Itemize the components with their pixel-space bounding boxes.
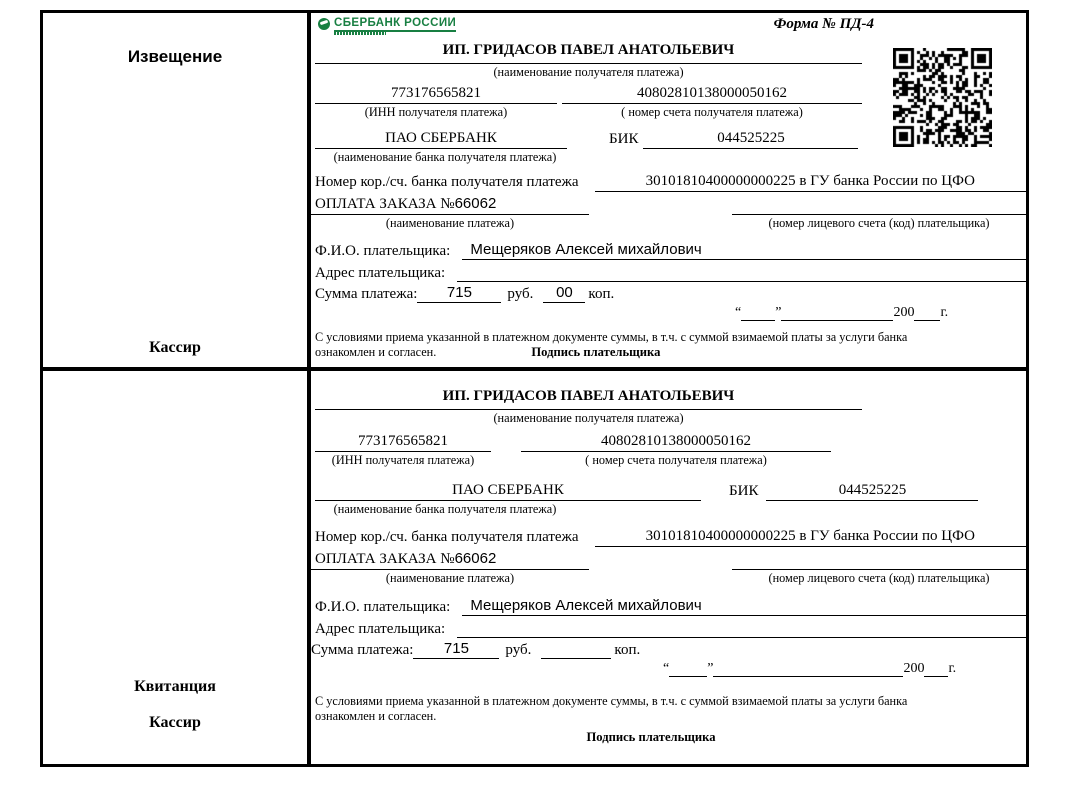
- purpose-row: [311, 547, 1026, 570]
- corr-account-label: Номер кор./сч. банка получателя платежа: [315, 174, 579, 190]
- bank-captions: [315, 501, 1026, 518]
- agreement-line2: ознакомлен и согласен.: [315, 709, 437, 723]
- agreement-line2-row: [315, 709, 1026, 724]
- amount-rub-value: 715: [413, 640, 499, 659]
- amount-rub-value: 715: [417, 284, 501, 303]
- quote-open: “: [735, 305, 742, 320]
- year-suffix: г.: [940, 305, 949, 320]
- bik-label: БИК: [609, 131, 639, 147]
- receipt-side-cell: [43, 371, 311, 764]
- receipt-form-cell: [311, 371, 1026, 764]
- qr-code: [893, 48, 992, 147]
- purpose-row: [311, 192, 1026, 215]
- date-month-slot: [781, 320, 893, 321]
- quote-close: ”: [707, 661, 714, 676]
- corr-account-row: [315, 520, 1026, 547]
- quote-close: ”: [775, 305, 782, 320]
- personal-account-caption: (номер лицевого счета (код) плательщика): [768, 571, 990, 585]
- corr-account-row: [315, 166, 1026, 192]
- sberbank-logo-text: СБЕРБАНК РОССИИ: [334, 17, 456, 32]
- amount-label: Сумма платежа:: [311, 642, 414, 658]
- payee-account-caption: ( номер счета получателя платежа): [621, 105, 803, 119]
- signature-row: [311, 729, 991, 746]
- agreement-line2: ознакомлен и согласен.: [315, 345, 437, 359]
- date-day-slot: [741, 320, 775, 321]
- corr-account-value: 30101810400000000225 в ГУ банка России по ЦФО: [595, 528, 1026, 547]
- personal-account-caption: (номер лицевого счета (код) плательщика): [768, 216, 990, 230]
- payee-ids-captions: [315, 452, 1026, 469]
- corr-account-label: Номер кор./сч. банка получателя платежа: [315, 529, 579, 545]
- amount-kop-value: [541, 657, 611, 659]
- payer-fio-row: [315, 594, 1026, 616]
- notice-header-row: [311, 16, 1026, 38]
- signature-label: Подпись плательщика: [586, 730, 716, 744]
- year-suffix: г.: [948, 661, 957, 676]
- bank-name-value: ПАО СБЕРБАНК: [315, 130, 567, 149]
- order-number-value: 66062: [454, 195, 497, 212]
- amount-row: [311, 638, 1026, 659]
- purpose-label: ОПЛАТА ЗАКАЗА №: [315, 551, 455, 567]
- notice-cashier-group: [149, 339, 201, 367]
- date-row: [735, 303, 1026, 321]
- bank-name-caption: (наименование банка получателя платежа): [333, 150, 557, 164]
- agreement-line2-row: [315, 345, 1026, 360]
- payer-address-slot: [457, 281, 1026, 282]
- corr-account-value: 30101810400000000225 в ГУ банка России по ЦФО: [595, 173, 1026, 192]
- rub-label: руб.: [507, 286, 534, 302]
- purpose-value: [311, 195, 589, 215]
- payer-fio-label: Ф.И.О. плательщика:: [315, 599, 451, 615]
- agreement-line1: С условиями приема указанной в платежном документе суммы, в т.ч. с суммой взимаемой платы за услуги банка: [315, 330, 908, 344]
- bank-captions: [315, 149, 1026, 166]
- sberbank-logo: [318, 16, 456, 32]
- bik-value: 044525225: [643, 130, 858, 149]
- bank-name-value: ПАО СБЕРБАНК: [315, 482, 701, 501]
- notice-side-cell: [43, 13, 311, 371]
- sberbank-tagline-bar: [334, 32, 386, 35]
- payer-address-row: [315, 260, 1026, 282]
- payee-ids-row: [315, 426, 1026, 452]
- year-slot: [924, 676, 948, 677]
- receipt-side-group: [134, 678, 216, 764]
- purpose-captions: [311, 215, 1026, 232]
- payer-fio-value: Мещеряков Алексей михайлович: [462, 241, 1026, 260]
- kop-label: коп.: [614, 642, 641, 658]
- bik-label: БИК: [729, 483, 759, 499]
- bik-value: 044525225: [766, 482, 978, 501]
- payee-name-value: ИП. ГРИДАСОВ ПАВЕЛ АНАТОЛЬЕВИЧ: [315, 40, 862, 64]
- purpose-label: ОПЛАТА ЗАКАЗА №: [315, 196, 455, 212]
- year-slot: [914, 320, 940, 321]
- payer-fio-value: Мещеряков Алексей михайлович: [462, 597, 1026, 616]
- year-prefix: 200: [903, 661, 925, 676]
- receipt-side-label: Квитанция: [134, 678, 216, 695]
- pd4-form-table: [40, 10, 1029, 767]
- notice-cashier-label: Кассир: [149, 339, 201, 356]
- payment-name-caption: (наименование платежа): [385, 216, 515, 230]
- signature-label: Подпись плательщика: [531, 345, 661, 359]
- date-row: [663, 659, 1026, 677]
- payer-fio-label: Ф.И.О. плательщика:: [315, 243, 451, 259]
- notice-form-cell: [311, 13, 1026, 371]
- payer-address-row: [315, 616, 1026, 638]
- payee-account-caption: ( номер счета получателя платежа): [585, 453, 767, 467]
- kop-label: коп.: [588, 286, 615, 302]
- payer-address-slot: [457, 637, 1026, 638]
- amount-row: [315, 282, 1026, 303]
- receipt-cashier-label: Кассир: [149, 714, 201, 731]
- payer-address-label: Адрес плательщика:: [315, 621, 446, 637]
- payee-name-caption: (наименование получателя платежа): [493, 411, 684, 425]
- payee-name-value: ИП. ГРИДАСОВ ПАВЕЛ АНАТОЛЬЕВИЧ: [315, 386, 862, 410]
- year-prefix: 200: [893, 305, 915, 320]
- rub-label: руб.: [505, 642, 532, 658]
- payee-inn-value: 773176565821: [315, 433, 491, 452]
- amount-label: Сумма платежа:: [315, 286, 418, 302]
- payee-inn-caption: (ИНН получателя платежа): [331, 453, 475, 467]
- amount-kop-value: 00: [543, 284, 585, 303]
- payee-name-caption: (наименование получателя платежа): [493, 65, 684, 79]
- date-month-slot: [713, 676, 903, 677]
- quote-open: “: [663, 661, 670, 676]
- purpose-captions: [311, 570, 1026, 587]
- payee-account-value: 40802810138000050162: [562, 85, 862, 104]
- sberbank-logo-icon: [318, 18, 330, 30]
- payer-fio-row: [315, 238, 1026, 260]
- payer-address-label: Адрес плательщика:: [315, 265, 446, 281]
- order-number-value: 66062: [454, 550, 497, 567]
- payee-account-value: 40802810138000050162: [521, 433, 831, 452]
- notice-side-label: Извещение: [127, 47, 223, 66]
- purpose-value: [311, 550, 589, 570]
- form-code-label: Форма № ПД-4: [773, 16, 874, 32]
- date-day-slot: [669, 676, 707, 677]
- payee-inn-caption: (ИНН получателя платежа): [364, 105, 508, 119]
- payee-inn-value: 773176565821: [315, 85, 557, 104]
- bank-name-caption: (наименование банка получателя платежа): [333, 502, 557, 516]
- agreement-line1: С условиями приема указанной в платежном документе суммы, в т.ч. с суммой взимаемой платы за услуги банка: [315, 694, 908, 708]
- payment-name-caption: (наименование платежа): [385, 571, 515, 585]
- bank-row: [315, 475, 1026, 501]
